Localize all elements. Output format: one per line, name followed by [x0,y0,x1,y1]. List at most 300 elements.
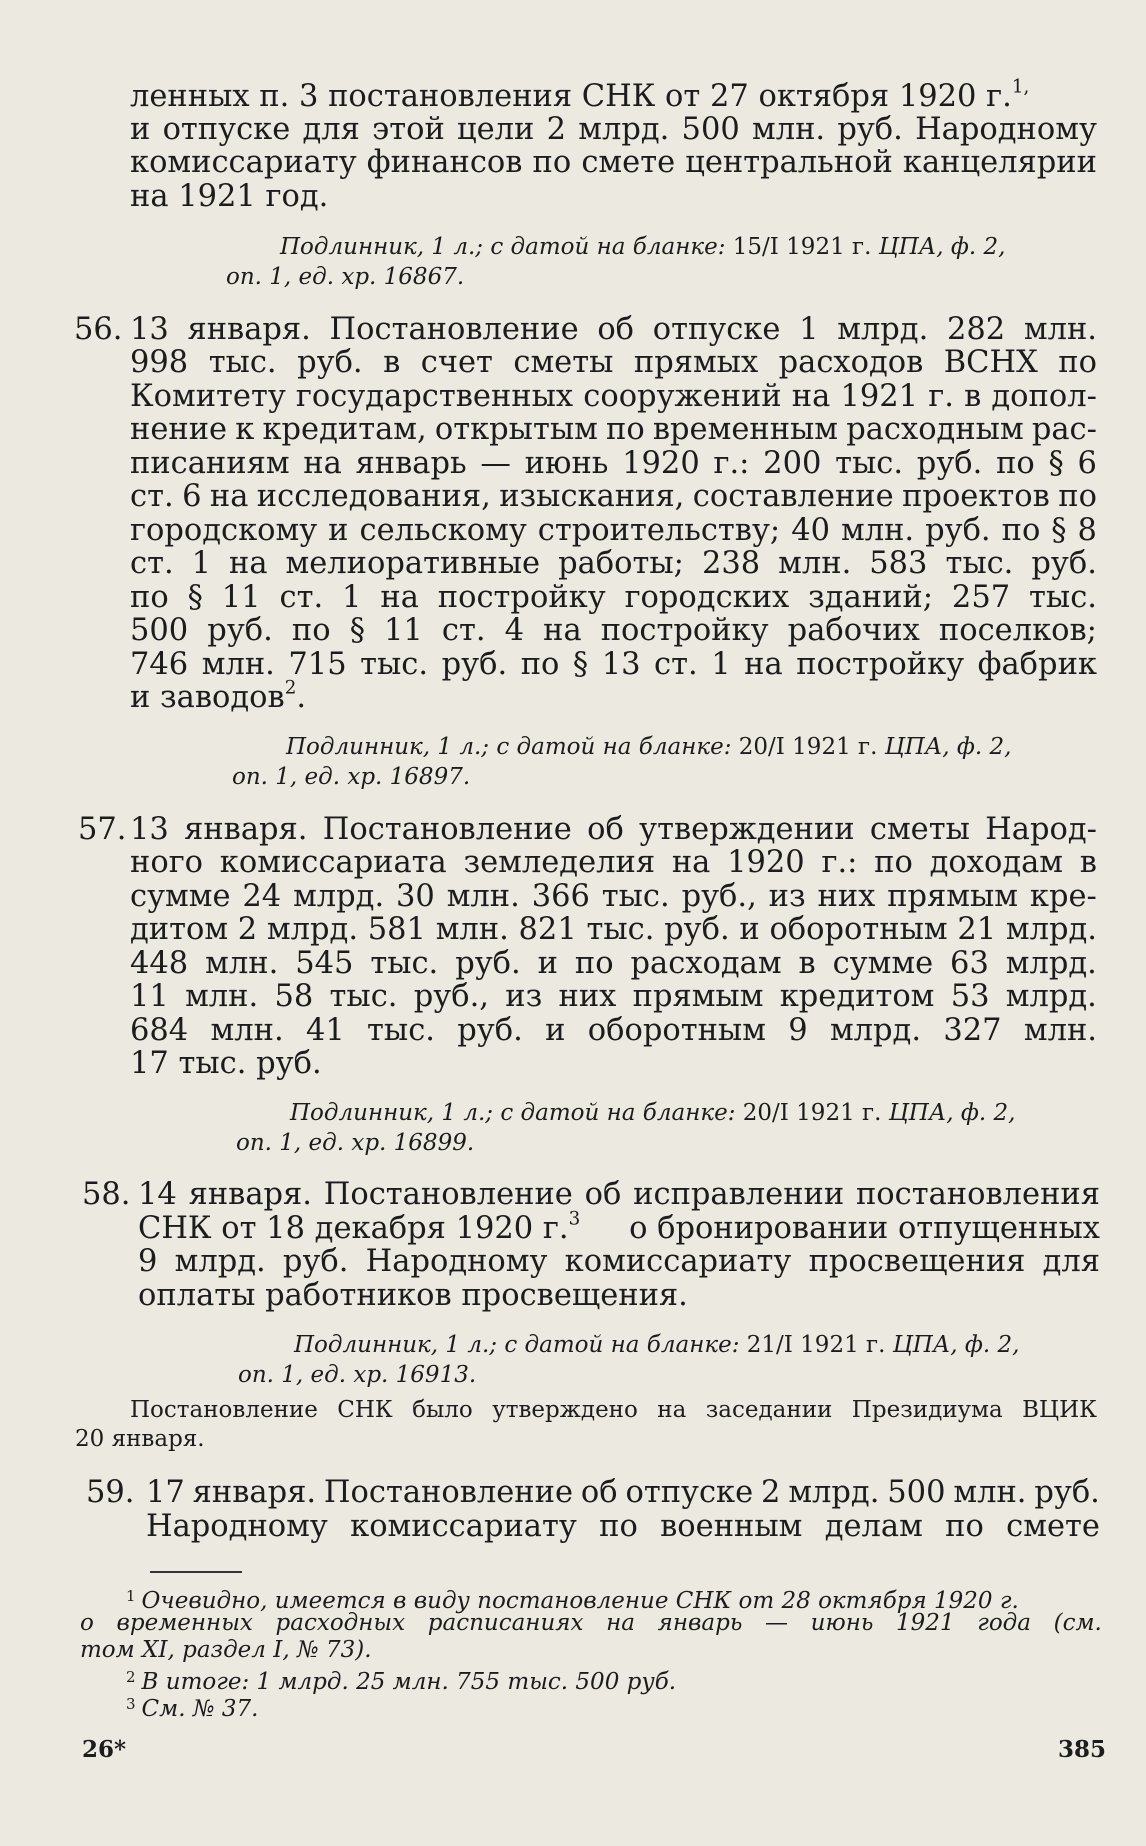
text-line [146,1510,1100,1544]
word: работы; [558,546,684,581]
entry-number: 58. [82,1177,131,1212]
word: них [558,979,617,1014]
word: расходам [630,946,782,981]
word: руб. [916,446,983,481]
word: 327 [943,1013,1002,1048]
word: 17 [146,1475,185,1510]
word: сметы [513,345,614,380]
word: млн. [1023,1013,1097,1048]
word: § [1048,446,1064,481]
text-line [130,413,1097,447]
word: для [1042,1244,1100,1279]
footnote-2: $^2$ В итоге: 1 млрд. 25 млн. 755 тыс. 500 руб. [126,1668,677,1695]
word: года [977,1610,1031,1636]
text-line [130,1014,1097,1048]
word: января. [188,1177,312,1212]
word: постройку [600,613,769,648]
word: 11 [221,580,261,615]
text-line: на 1921 год. [130,179,329,214]
word: по [996,446,1035,481]
word: в [1079,845,1097,880]
footnote-separator [150,1571,242,1573]
text-line [146,1476,1100,1510]
word: ВСНХ [943,345,1038,380]
word: руб. [441,647,508,682]
word: и [739,912,760,947]
word: ст. [654,647,698,682]
word: на [209,479,249,514]
text-line [138,1245,1100,1279]
entry-number: 56. [74,312,123,347]
word: 6 [182,479,202,514]
word: 4 [504,613,525,648]
text-line [130,980,1097,1014]
text-line [130,146,1097,180]
word: январь [657,1610,743,1636]
word: июнь [524,446,609,481]
word: открытым [434,412,598,447]
word: писаниям [130,446,290,481]
word: Народному [365,1244,548,1279]
word: по [532,145,572,180]
word: 1920 [727,845,805,880]
word: млрд. [1005,979,1097,1014]
word: комиссариату [130,145,357,180]
word: 58 [274,979,314,1014]
word: — [480,446,511,481]
word: этой [372,112,445,147]
word: Постановление [322,812,572,847]
word: по [574,946,614,981]
word: оборотным [769,912,948,947]
word: тыс. [367,1013,435,1048]
word: 500 [887,1475,946,1510]
word: 821 [518,912,577,947]
word: (см. [1053,1610,1102,1636]
word: 684 [130,1013,189,1048]
word: Комитету [130,379,286,414]
text-line [130,614,1097,648]
word: об [584,1177,622,1212]
word: и [130,112,151,147]
word: январь [355,446,467,481]
word: заседании [705,1397,833,1423]
word: утверждении [639,812,855,847]
word: руб. [297,345,363,380]
word: тыс. [1029,580,1097,615]
word: тыс. [601,879,670,914]
word: Президиума [851,1397,1003,1423]
word: центральной [685,145,893,180]
text-line [130,913,1097,947]
word: 41 [305,1013,345,1048]
word: 40 [791,513,830,548]
word: 500 [130,613,189,648]
word: 200 [763,446,822,481]
word: 583 [869,546,928,581]
word: зданий; [808,580,934,615]
word: и [545,1013,566,1048]
entry-number: 59. [86,1475,135,1510]
word: по [1058,479,1097,514]
word: городских [624,580,790,615]
word: руб. [837,112,903,147]
text-line: 17 тыс. руб. [130,1046,322,1081]
word: 1 [711,647,731,682]
word: на [229,546,268,581]
word: канцелярии [902,145,1097,180]
word: городскому [130,513,318,548]
word: 11 [384,613,423,648]
word: тыс. [329,979,398,1014]
word: смете [1006,1509,1100,1544]
word: отпуске [162,112,291,147]
word: руб. [664,912,730,947]
word: кредитом [779,979,935,1014]
word: на [303,446,342,481]
word: строительству; [537,513,781,548]
editorial-note [130,1395,1097,1425]
word: них [817,879,876,914]
source-reference-line2: оп. 1, ед. хр. 16913. [238,1362,477,1388]
word: к [235,412,255,447]
word: 1921 [840,379,919,414]
word: финансов [366,145,523,180]
entry-number: 57. [78,812,127,847]
text-line [130,846,1097,880]
word: г.: [713,446,750,481]
word: млрд. [174,1244,266,1279]
word: Постановление [329,312,579,347]
word: на [380,580,419,615]
word: кредитам, [262,412,427,447]
word: и [328,513,349,548]
word: млн. [840,513,915,548]
word: — [765,1610,788,1636]
word: тыс. [835,446,904,481]
text-line [130,380,1097,414]
word: млн. [210,1013,284,1048]
word: оборотным [587,1013,766,1048]
word: на [543,613,582,648]
word: 13 [130,312,169,347]
word: млн. [778,546,852,581]
word: в [964,379,982,414]
text-line: СНК от 18 декабря 1920 г.$^3$ о бронировании отпущенных [138,1208,1100,1246]
word: 581 [367,912,426,947]
text-line [130,947,1097,981]
text-line [130,581,1097,615]
text-line [138,1178,1100,1212]
word: рас- [1031,412,1097,447]
word: руб. [1034,1475,1100,1510]
word: дитом [130,912,229,947]
word: млрд. [1005,912,1097,947]
word: по [520,647,560,682]
word: 500 [681,112,740,147]
word: Народ- [985,812,1097,847]
word: из [505,979,543,1014]
source-reference: Подлинник, 1 л.; с датой на бланке: 20/I 1921 г. ЦПА, ф. 2, [290,1100,1016,1126]
word: млрд. [788,1475,880,1510]
word: Народному [915,112,1097,147]
word: 448 [130,946,189,981]
word: ВЦИК [1022,1397,1097,1423]
word: млн. [1023,312,1097,347]
word: 8 [1077,513,1097,548]
word: 63 [950,946,989,981]
editorial-note-line2: 20 января. [75,1426,205,1452]
word: 2 [237,912,258,947]
word: сельскому [359,513,527,548]
word: из [768,879,806,914]
word: 24 [242,879,282,914]
source-reference: Подлинник, 1 л.; с датой на бланке: 21/I 1921 г. ЦПА, ф. 2, [294,1332,1020,1358]
footnote-1-line3: том XI, раздел I, № 73). [80,1637,372,1663]
word: прямым [632,979,764,1014]
word: руб. [457,1013,523,1048]
word: делам [824,1509,923,1544]
footnote-1: $^1$ Очевидно, имеется в виду постановление СНК от 28 октября 1920 г. [126,1587,1019,1614]
word: 238 [701,546,761,581]
word: земледелия [463,845,656,880]
word: изыскания, [499,479,685,514]
word: по [1001,513,1041,548]
word: 13 [130,812,169,847]
word: исправлении [633,1177,845,1212]
word: 14 [138,1177,177,1212]
word: об [597,312,635,347]
word: ст. [441,613,486,648]
word: смете [581,145,676,180]
word: по [599,1509,638,1544]
word: ного [130,845,204,880]
word: 366 [531,879,590,914]
word: млн. [751,112,826,147]
word: 1921 [896,1610,955,1636]
word: млн. [953,1475,1027,1510]
word: утверждено [492,1397,638,1423]
word: расходов [778,345,924,380]
word: допол- [991,379,1097,414]
word: г.: [821,845,858,880]
word: об [580,1475,618,1510]
word: просвещения [808,1244,1026,1279]
word: млн. [201,647,275,682]
word: было [412,1397,473,1423]
word: января. [187,312,311,347]
word: Постановление [323,1475,574,1510]
word: расписаниях [427,1610,584,1636]
word: для [302,112,360,147]
word: 715 [288,647,347,682]
word: 282 [946,312,1006,347]
word: отпуске [652,312,781,347]
word: тыс. [586,912,655,947]
word: цели [457,112,535,147]
word: сумме [832,946,934,981]
word: по [1058,345,1097,380]
footnote-3: $^3$ См. № 37. [126,1695,259,1722]
word: исследования, [256,479,491,514]
text-line [130,447,1097,481]
footnote-1-line2 [80,1610,1102,1637]
word: на [606,1610,635,1636]
word: млрд. [837,312,929,347]
word: руб., [681,879,757,914]
word: постройку [796,647,965,682]
word: ст. [130,546,174,581]
word: постановления [855,1177,1100,1212]
text-line [130,514,1097,548]
word: 1 [342,580,362,615]
word: счет [420,345,493,380]
page-number: 385 [1058,1736,1107,1763]
word: на [791,379,831,414]
text-line [130,547,1097,581]
word: комиссариату [564,1244,792,1279]
word: военным [660,1509,803,1544]
text-line [130,480,1097,514]
word: тыс. [360,647,429,682]
word: по [945,1509,984,1544]
word: на [671,845,711,880]
source-reference-line2: оп. 1, ед. хр. 16899. [236,1130,475,1156]
word: и [537,946,558,981]
word: государственных [295,379,574,414]
word: г. [928,379,954,414]
source-reference: Подлинник, 1 л.; с датой на бланке: 15/I 1921 г. ЦПА, ф. 2, [280,234,1006,260]
word: на [744,647,783,682]
word: 6 [1077,446,1097,481]
word: млн. [205,946,279,981]
word: 1 [191,546,212,581]
text-line [130,880,1097,914]
word: 257 [951,580,1011,615]
text-line [130,313,1097,347]
word: 13 [601,647,641,682]
word: сооружений [583,379,782,414]
text-line [130,346,1097,380]
word: по [606,412,645,447]
word: 2 [546,112,566,147]
word: постройку [437,580,606,615]
word: по [874,845,913,880]
word: об [587,812,624,847]
word: фабрик [977,647,1097,682]
word: Постановление [130,1397,318,1423]
word: руб. [207,613,273,648]
word: СНК [337,1397,393,1423]
word: 21 [957,912,997,947]
word: Народному [146,1509,328,1544]
word: § [349,613,365,648]
word: января. [192,1475,317,1510]
word: тыс. [945,546,1014,581]
word: комиссариату [350,1509,577,1544]
word: июнь [810,1610,874,1636]
word: млн. [185,979,259,1014]
text-line [130,648,1097,682]
word: поселков; [938,613,1097,648]
word: по [130,580,169,615]
word: § [572,647,589,682]
word: о [80,1610,94,1636]
word: сумме [130,879,231,914]
word: руб. [925,513,991,548]
source-reference-line2: оп. 1, ед. хр. 16867. [226,264,465,290]
word: § [187,580,203,615]
word: ст. [130,479,174,514]
word: расходным [846,412,1024,447]
word: рабочих [787,613,920,648]
word: кре- [1029,879,1097,914]
word: § [1051,513,1067,548]
source-reference: Подлинник, 1 л.; с датой на бланке: 20/I 1921 г. ЦПА, ф. 2, [286,734,1012,760]
word: мелиоративные [285,546,541,581]
word: расходных [275,1610,406,1636]
word: нение [130,412,228,447]
word: млрд. [1005,946,1097,981]
word: 30 [396,879,435,914]
word: января. [184,812,308,847]
word: 9 [788,1013,808,1048]
word: временных [116,1610,253,1636]
text-line: оплаты работников просвещения. [138,1278,688,1313]
word: млрд. [829,1013,922,1048]
word: составление [692,479,894,514]
word: 53 [950,979,990,1014]
word: тыс. [208,345,277,380]
signature-mark: 26* [82,1736,127,1763]
word: доходам [929,845,1064,880]
word: 998 [130,345,189,380]
word: млрд. [578,112,670,147]
word: ст. [279,580,324,615]
word: 545 [295,946,354,981]
word: временным [652,412,839,447]
text-line [130,813,1097,847]
word: прямым [887,879,1019,914]
word: руб. [1031,546,1097,581]
word: Постановление [323,1177,573,1212]
word: прямых [633,345,759,380]
word: руб. [282,1244,349,1279]
word: комиссариата [219,845,447,880]
word: 9 [138,1244,158,1279]
word: млрд. [293,879,385,914]
source-reference-line2: оп. 1, ед. хр. 16897. [232,764,471,790]
word: в [798,946,816,981]
word: сметы [869,812,970,847]
text-line: и заводов$^2$. [130,677,307,715]
word: в [383,345,401,380]
word: тыс. [370,946,439,981]
word: руб., [413,979,489,1014]
word: млн. [435,912,509,947]
word: 2 [761,1475,781,1510]
word: по [291,613,331,648]
word: млн. [446,879,520,914]
word: 746 [130,647,189,682]
text-line [130,113,1097,147]
word: на [657,1397,687,1423]
text-line: ленных п. 3 постановления СНК от 27 октября 1920 г.$^{1,}$ [130,76,1030,114]
word: 1 [799,312,819,347]
word: руб. [455,946,521,981]
word: 1920 [622,446,700,481]
word: проектов [902,479,1050,514]
